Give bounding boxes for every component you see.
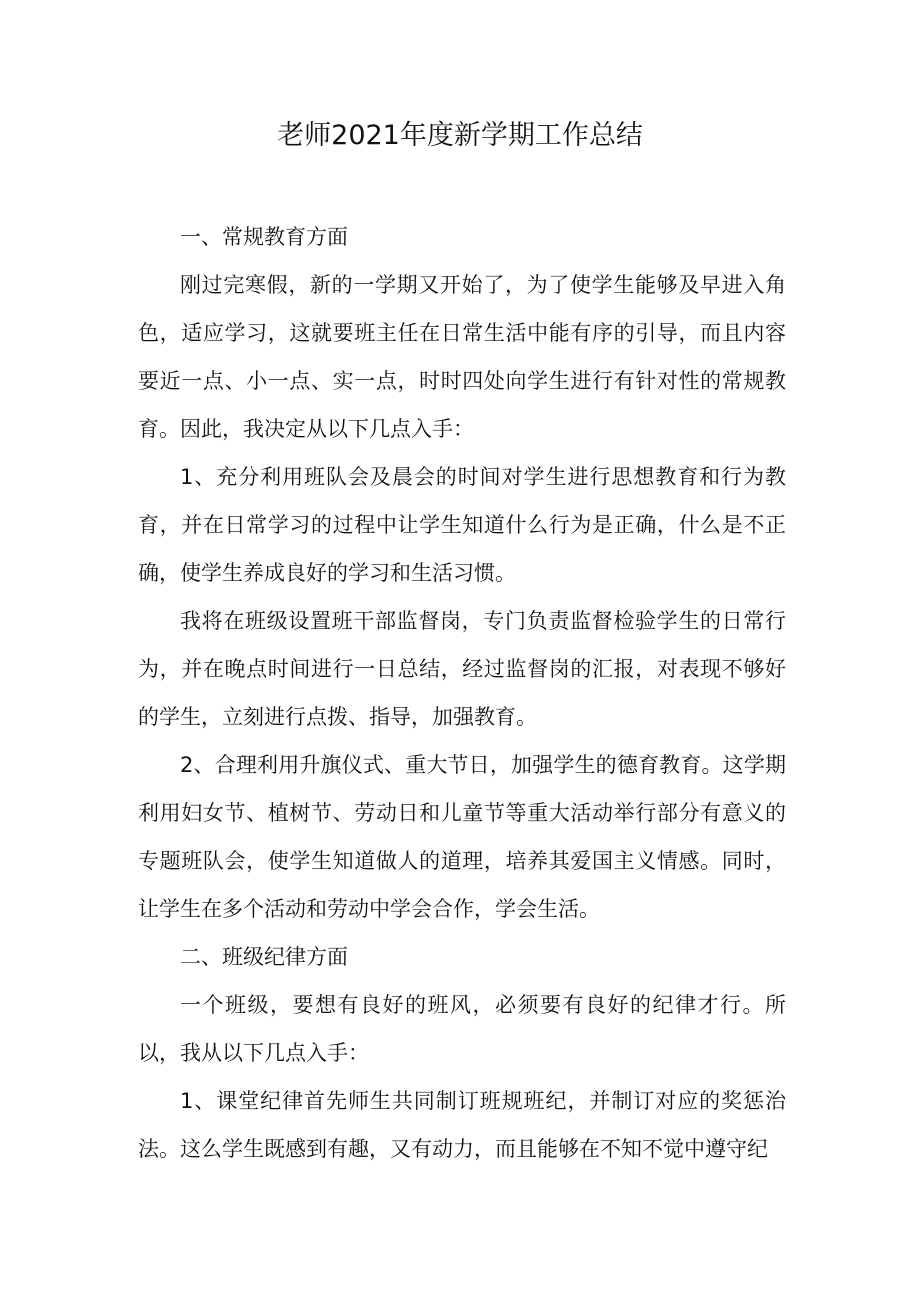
section-heading-discipline: 二、班级纪律方面 xyxy=(180,945,348,969)
document-title: 老师2021年度新学期工作总结 xyxy=(277,120,643,151)
document-body xyxy=(138,213,786,1173)
paragraph-point-2: 2、合理利用升旗仪式、重大节日，加强学生的德育教育。这学期利用妇女节、植树节、劳动日和儿童节等重大活动举行部分有意义的专题班队会，使学生知道做人的道理，培养其爱国主义情感。同时，让学生在多个活动和劳动中学会合作，学会生活。 xyxy=(138,753,786,921)
paragraph-classroom-discipline: 1、课堂纪律首先师生共同制订班规班纪，并制订对应的奖惩治法。这么学生既感到有趣，又有动力，而且能够在不知不觉中遵守纪 xyxy=(138,1089,786,1161)
paragraph-point-1: 1、充分利用班队会及晨会的时间对学生进行思想教育和行为教育，并在日常学习的过程中让学生知道什么行为是正确，什么是不正确，使学生养成良好的学习和生活习惯。 xyxy=(138,465,786,585)
paragraph-intro: 刚过完寒假，新的一学期又开始了，为了使学生能够及早进入角色，适应学习，这就要班主任在日常生活中能有序的引导，而且内容要近一点、小一点、实一点，时时四处向学生进行有针对性的常规教育。因此，我决定从以下几点入手： xyxy=(138,273,786,441)
section-heading-routine-education: 一、常规教育方面 xyxy=(180,225,348,249)
paragraph-discipline-intro: 一个班级，要想有良好的班风，必须要有良好的纪律才行。所以，我从以下几点入手： xyxy=(138,993,786,1065)
paragraph-supervision: 我将在班级设置班干部监督岗，专门负责监督检验学生的日常行为，并在晚点时间进行一日总结，经过监督岗的汇报，对表现不够好的学生，立刻进行点拨、指导，加强教育。 xyxy=(138,609,786,729)
